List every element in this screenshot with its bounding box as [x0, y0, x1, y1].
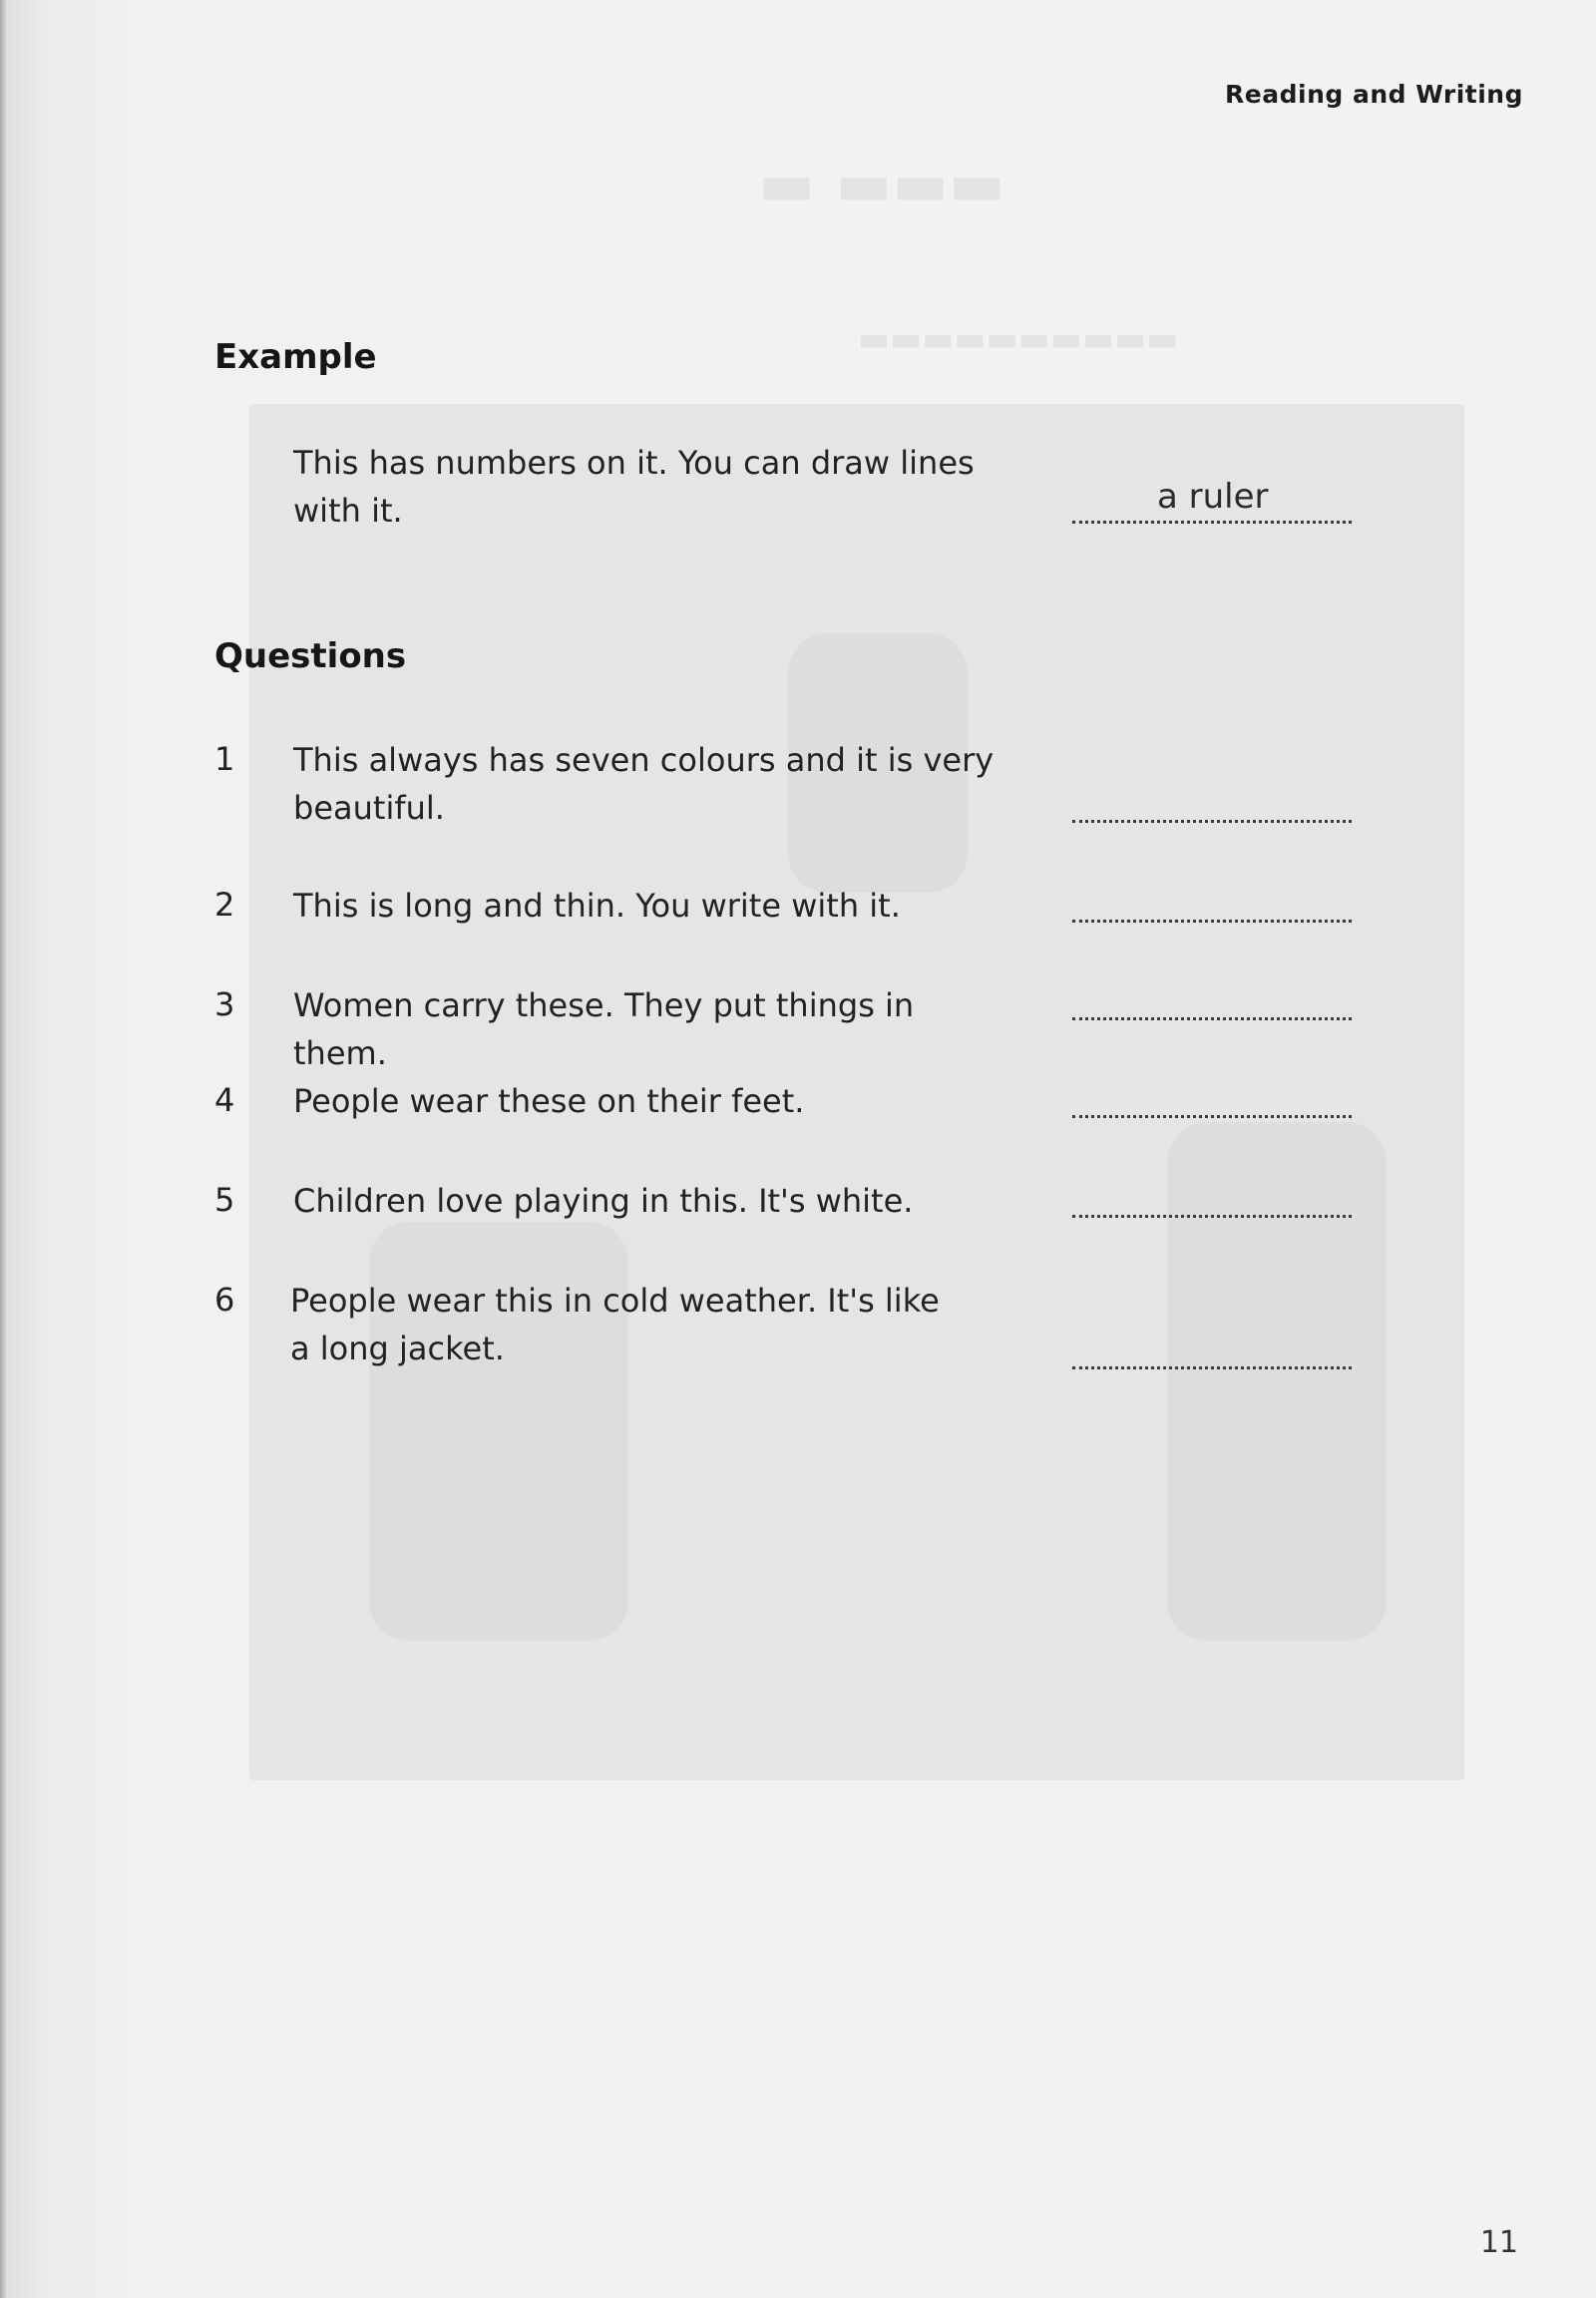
example-text-line: This has numbers on it. You can draw lines	[293, 444, 975, 482]
question-text	[293, 1077, 1011, 1125]
question-number: 1	[214, 740, 235, 778]
question-number: 5	[214, 1181, 235, 1219]
page-number: 11	[1479, 2225, 1518, 2260]
question-text	[293, 981, 1011, 1077]
question-number: 4	[214, 1081, 235, 1119]
question-text-line: beautiful.	[293, 789, 445, 827]
show-through-text: ▬▬▬▬▬▬▬▬▬▬	[858, 319, 1179, 359]
answer-line[interactable]	[1072, 1115, 1352, 1118]
question-text-line: Children love playing in this. It's white.	[293, 1182, 914, 1220]
question-text	[293, 736, 1011, 832]
example-answer-line	[1072, 521, 1352, 524]
question-text	[290, 1277, 1008, 1372]
example-title: Example	[214, 337, 377, 377]
section-header: Reading and Writing	[1225, 80, 1523, 109]
example-question-text	[293, 439, 1011, 535]
answer-line[interactable]	[1072, 820, 1352, 823]
question-number: 6	[214, 1281, 235, 1319]
question-number: 3	[214, 985, 235, 1023]
answer-line[interactable]	[1072, 920, 1352, 923]
answer-line[interactable]	[1072, 1215, 1352, 1218]
question-text-line: This is long and thin. You write with it.	[293, 887, 901, 925]
question-text-line: Women carry these. They put things in them.	[293, 986, 915, 1072]
binding-edge	[0, 0, 6, 2298]
question-text-line: a long jacket.	[290, 1330, 505, 1367]
show-through-text: ▬▬▬ ▬	[758, 150, 1005, 219]
example-answer: a ruler	[1157, 477, 1269, 517]
answer-line[interactable]	[1072, 1366, 1352, 1369]
example-text-line: with it.	[293, 492, 403, 530]
show-through-shape	[1167, 1122, 1387, 1641]
question-number: 2	[214, 886, 235, 924]
question-text	[293, 1177, 1011, 1225]
question-text	[293, 882, 1011, 930]
questions-title: Questions	[214, 636, 407, 676]
question-text-line: This always has seven colours and it is very	[293, 741, 995, 779]
answer-line[interactable]	[1072, 1017, 1352, 1020]
question-text-line: People wear these on their feet.	[293, 1082, 805, 1120]
question-text-line: People wear this in cold weather. It's like	[290, 1282, 940, 1320]
